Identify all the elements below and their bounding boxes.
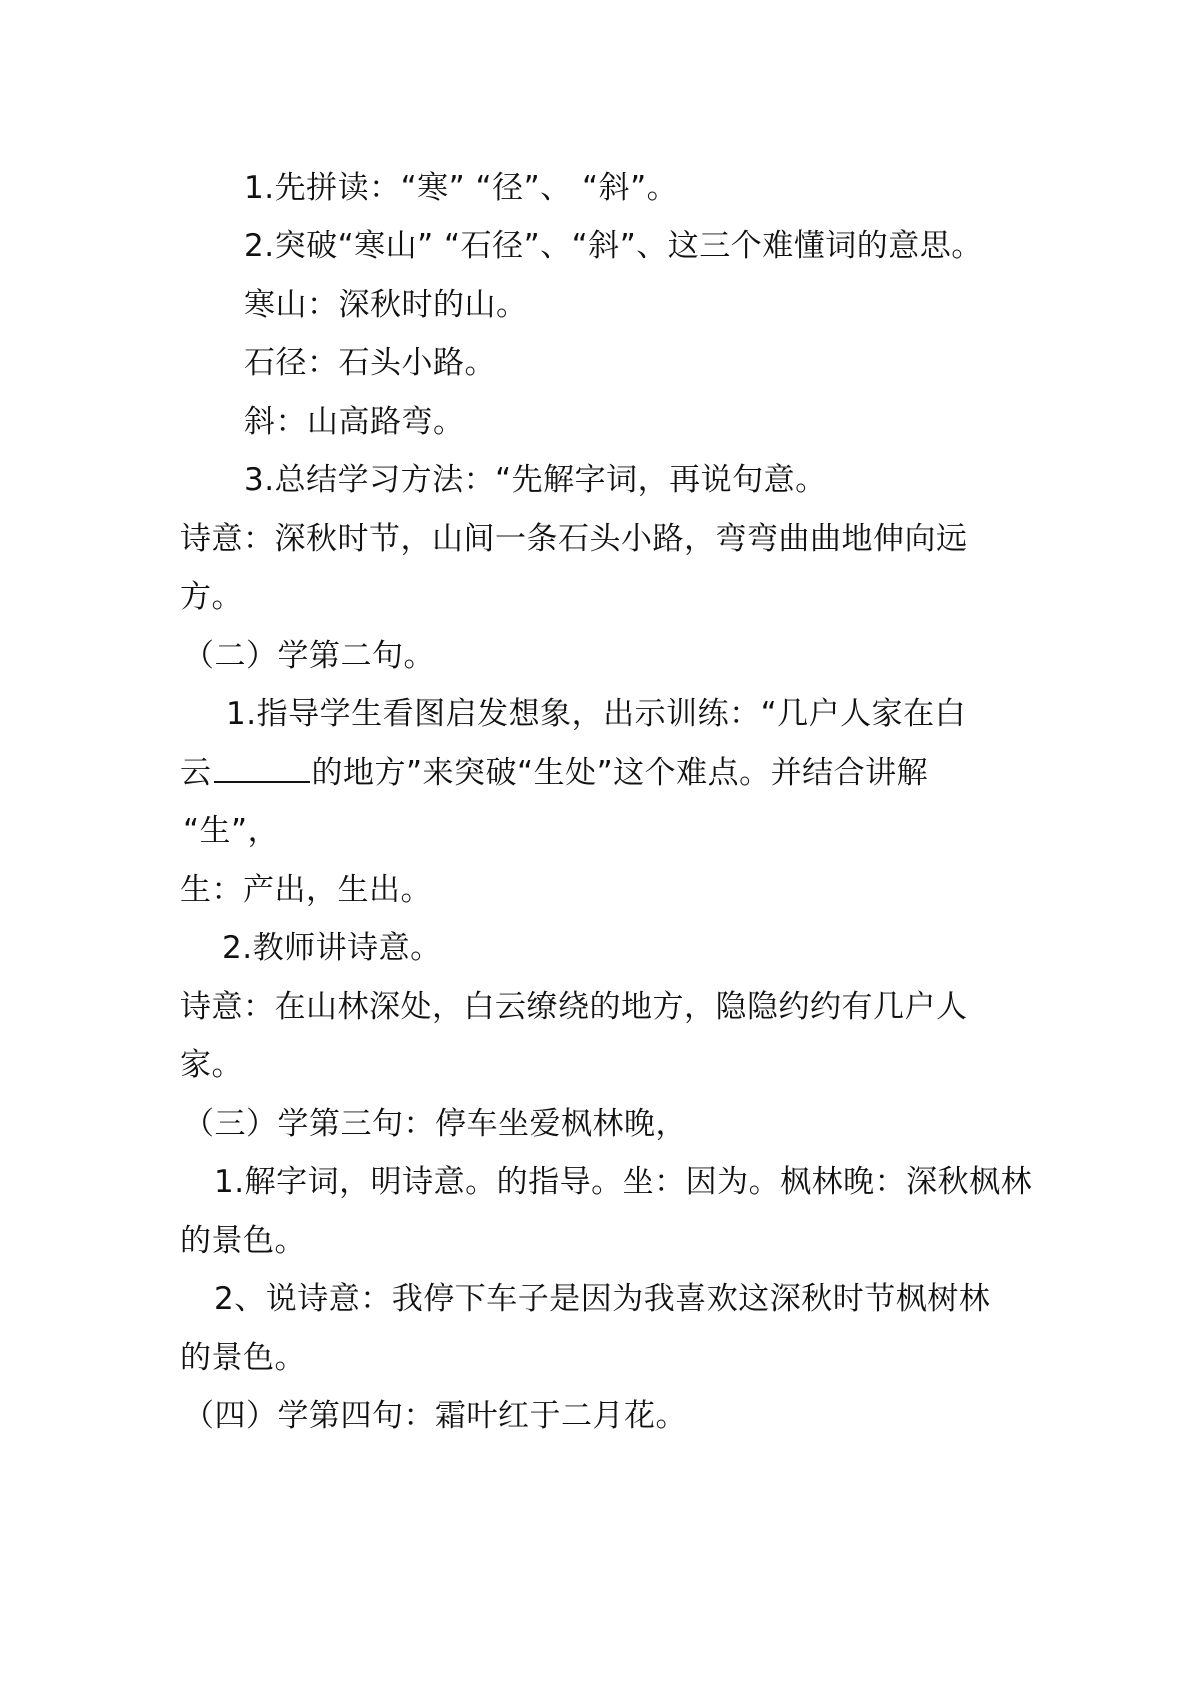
step-explain-words-cont: 的景色。 bbox=[180, 1223, 306, 1259]
step-explain-words: 1.解字词，明诗意。的指导。坐：因为。枫林晚：深秋枫林 bbox=[214, 1164, 1033, 1200]
fill-in-blank-line bbox=[180, 753, 928, 793]
poem-meaning-2: 诗意：在山林深处，白云缭绕的地方，隐隐约约有几户人 bbox=[180, 989, 968, 1025]
fill-in-blank bbox=[214, 755, 310, 783]
step-say-meaning: 2、说诗意：我停下车子是因为我喜欢这深秋时节枫树林 bbox=[214, 1281, 991, 1317]
sheng-quote: “生”， bbox=[183, 813, 280, 849]
section-heading-4: （四）学第四句：霜叶红于二月花。 bbox=[183, 1398, 687, 1434]
definition-shijing: 石径：石头小路。 bbox=[244, 345, 496, 381]
fill-in-suffix: 的地方”来突破“生处”这个难点。并结合讲解 bbox=[311, 755, 929, 791]
step-difficult-words: 2.突破“寒山” “石径”、“斜”、这三个难懂词的意思。 bbox=[244, 228, 983, 264]
definition-hanshan: 寒山：深秋时的山。 bbox=[244, 287, 528, 323]
section-heading-2: （二）学第二句。 bbox=[183, 638, 435, 674]
poem-meaning-1: 诗意：深秋时节，山间一条石头小路，弯弯曲曲地伸向远 bbox=[180, 521, 968, 557]
step-summary-method: 3.总结学习方法：“先解字词，再说句意。 bbox=[244, 462, 827, 498]
step-say-meaning-cont: 的景色。 bbox=[180, 1340, 306, 1376]
fill-in-prefix: 云 bbox=[180, 755, 212, 791]
poem-meaning-2-cont: 家。 bbox=[180, 1047, 243, 1083]
poem-meaning-1-cont: 方。 bbox=[180, 579, 243, 615]
definition-xie: 斜：山高路弯。 bbox=[244, 404, 465, 440]
definition-sheng: 生：产出，生出。 bbox=[180, 872, 432, 908]
step-teacher-explains: 2.教师讲诗意。 bbox=[222, 930, 442, 966]
step-pinyin-reading: 1.先拼读：“寒” “径”、 “斜”。 bbox=[244, 170, 679, 206]
section-heading-3: （三）学第三句：停车坐爱枫林晚， bbox=[183, 1106, 687, 1142]
step-guide-imagination: 1.指导学生看图启发想象，出示训练：“几户人家在白 bbox=[226, 696, 967, 732]
